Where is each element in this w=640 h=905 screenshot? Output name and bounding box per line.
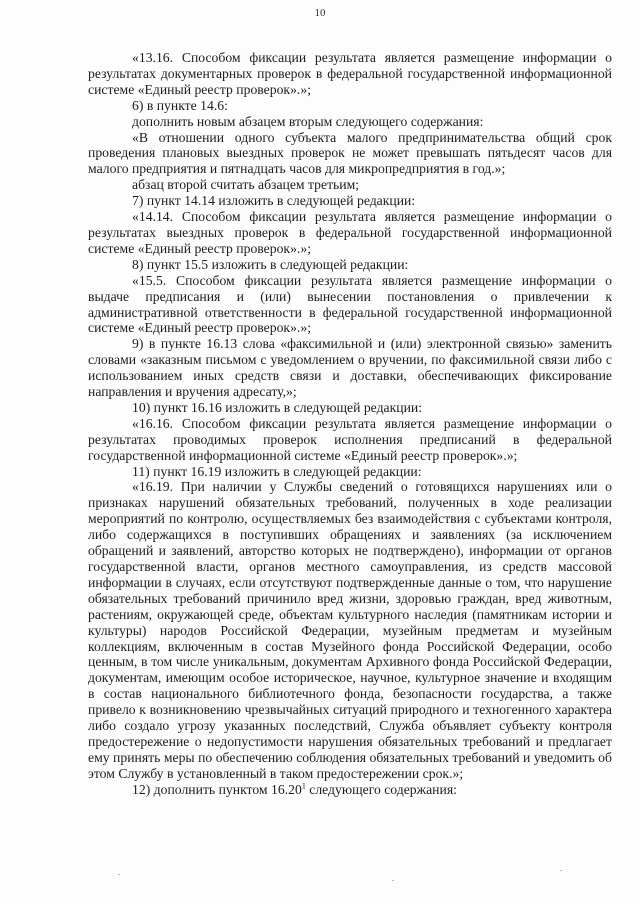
- paragraph-item-10: 10) пункт 16.16 изложить в следующей редакции:: [132, 399, 423, 415]
- paragraph-item-6-add: дополнить новым абзацем вторым следующего содержания:: [132, 113, 484, 129]
- page-number: 10: [314, 7, 326, 19]
- paragraph-item-11: 11) пункт 16.19 изложить в следующей редакции:: [132, 463, 422, 479]
- paragraph-15-5: «15.5. Способом фиксации результата является размещение информации о выдаче предписания и (или) вынесении постановления о привлечении к административной ответственности в федеральной государственной информационной системе «Единый реестр проверок».»;: [88, 272, 612, 336]
- item-12-text-end: следующего содержания:: [305, 781, 457, 797]
- paragraph-14-14: «14.14. Способом фиксации результата является размещение информации о результатах выездных проверок в федеральной государственной информационной системе «Единый реестр проверок».»;: [88, 209, 612, 256]
- scan-speck: [560, 870, 562, 871]
- paragraph-item-9: 9) в пункте 16.13 слова «факсимильной и (или) электронной связью» заменить словами «заказным письмом с уведомлением о вручении, по факсимильной связи либо с использованием иных средств связи и доставки, обеспечивающих фиксирование направления и вручения адресату,»;: [88, 336, 612, 400]
- paragraph-13-16: «13.16. Способом фиксации результата является размещение информации о результатах документарных проверок в федеральной государственной информационной системе «Единый реестр проверок».»;: [88, 50, 612, 97]
- paragraph-item-6: 6) в пункте 14.6:: [132, 97, 228, 113]
- scan-speck: [392, 880, 394, 881]
- item-12-superscript: 1: [301, 781, 306, 791]
- document-body: [88, 50, 612, 798]
- paragraph-third-abzac: абзац второй считать абзацем третьим;: [132, 177, 360, 193]
- paragraph-16-16: «16.16. Способом фиксации результата является размещение информации о результатах проводимых проверок исполнения предписаний в федеральной государственной информационной системе «Единый реестр проверок».»;: [88, 415, 612, 463]
- scan-speck: [118, 874, 120, 875]
- paragraph-item-7: 7) пункт 14.14 изложить в следующей редакции:: [132, 193, 416, 209]
- paragraph-quote-small-business: «В отношении одного субъекта малого предпринимательства общий срок проведения плановых выездных проверок не может превышать пятьдесят часов для малого предприятия и пятнадцать часов для микропредприятия в год.»;: [88, 129, 612, 177]
- paragraph-16-19: «16.19. При наличии у Службы сведений о готовящихся нарушениях или о признаках нарушений обязательных требований, полученных в ходе реализации мероприятий по контролю, осуществляемых без взаимодействия с субъектами контроля, либо содержащихся в поступивших обращениях и заявлениях (за исключением обращений и заявлений, авторство которых не подтверждено), информации от органов государственной власти, органов местного самоуправления, из средств массовой информации в случаях, если отсутствуют подтвержденные данные о том, что нарушение обязательных требований причинило вред жизни, здоровью граждан, вред животным, растениям, окружающей среде, объектам культурного наследия (памятникам истории и культуры) народов Российской Федерации, музейным предметам и музейным коллекциям, включенным в состав Музейного фонда Российской Федерации, особо ценным, в том числе уникальным, документам Архивного фонда Российской Федерации, документам, имеющим особое историческое, научное, культурное значение и входящим в состав национального библиотечного фонда, безопасности государства, а также привело к возникновению чрезвычайных ситуаций природного и техногенного характера либо создало угрозу указанных последствий, Служба объявляет субъекту контроля предостережение о недопустимости нарушения обязательных требований и предлагает ему принять меры по обеспечению соблюдения обязательных требований и уведомить об этом Службу в установленный в таком предостережении срок.»;: [88, 479, 612, 781]
- item-12-text: 12) дополнить пунктом 16.20: [132, 781, 302, 797]
- paragraph-item-12: [88, 782, 612, 798]
- paragraph-item-8: 8) пункт 15.5 изложить в следующей редакции:: [132, 256, 409, 272]
